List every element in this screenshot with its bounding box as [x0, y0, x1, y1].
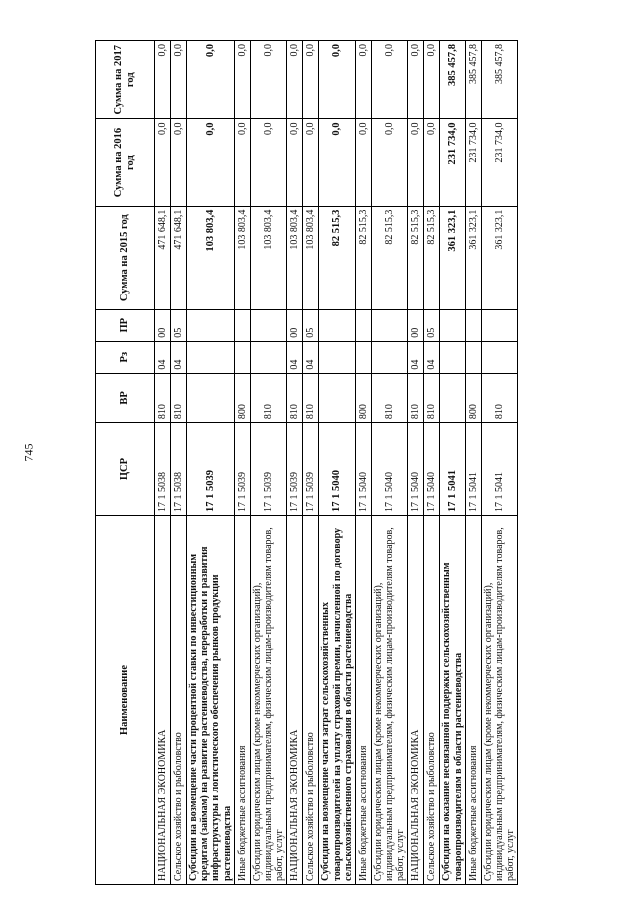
budget-table [95, 40, 518, 885]
cell-name: НАЦИОНАЛЬНАЯ ЭКОНОМИКА [408, 516, 424, 885]
cell-vr: 810 [303, 373, 319, 422]
header-rz: Рз [96, 341, 155, 373]
cell-pr: 00 [408, 309, 424, 341]
cell-csr: 17 1 5039 [234, 423, 250, 516]
cell-csr: 17 1 5038 [155, 423, 171, 516]
cell-csr: 17 1 5039 [303, 423, 319, 516]
table-body [155, 41, 518, 885]
cell-sum-2017: 0,0 [408, 41, 424, 119]
cell-rz: 04 [424, 341, 440, 373]
cell-name: Субсидии на возмещение части затрат сельскохозяйственных товаропроизводителей на уплату страховой премии, начисленной по договору сельскохозяйственного страхования в области растениеводства [319, 516, 356, 885]
cell-rz [440, 341, 465, 373]
cell-pr [371, 309, 408, 341]
cell-rz: 04 [408, 341, 424, 373]
cell-rz: 04 [171, 341, 187, 373]
cell-sum-2016: 0,0 [371, 119, 408, 206]
table-header-row [96, 41, 155, 885]
cell-rz [234, 341, 250, 373]
rotated-table-container [95, 40, 531, 885]
cell-sum-2017: 385 457,8 [440, 41, 465, 119]
cell-vr: 810 [408, 373, 424, 422]
cell-sum-2015: 361 323,1 [481, 206, 518, 309]
table-row [355, 41, 371, 885]
cell-sum-2015: 103 803,4 [250, 206, 287, 309]
cell-sum-2015: 361 323,1 [465, 206, 481, 309]
cell-sum-2015: 82 515,3 [424, 206, 440, 309]
cell-csr: 17 1 5040 [424, 423, 440, 516]
cell-rz [187, 341, 235, 373]
cell-name: Сельское хозяйство и рыболовство [303, 516, 319, 885]
header-sum-2015: Сумма на 2015 год [96, 206, 155, 309]
cell-sum-2015: 361 323,1 [440, 206, 465, 309]
cell-vr [440, 373, 465, 422]
cell-pr [250, 309, 287, 341]
cell-vr [319, 373, 356, 422]
cell-sum-2015: 471 648,1 [155, 206, 171, 309]
table-row [171, 41, 187, 885]
cell-sum-2016: 231 734,0 [440, 119, 465, 206]
cell-rz [319, 341, 356, 373]
cell-name: Иные бюджетные ассигнования [355, 516, 371, 885]
cell-csr: 17 1 5038 [171, 423, 187, 516]
cell-rz [355, 341, 371, 373]
cell-rz: 04 [287, 341, 303, 373]
cell-name: Субсидии юридическим лицам (кроме некоммерческих организаций), индивидуальным предпринимателям, физическим лицам-производителям товаров, работ, услуг [250, 516, 287, 885]
cell-csr: 17 1 5041 [440, 423, 465, 516]
cell-csr: 17 1 5040 [408, 423, 424, 516]
cell-sum-2016: 0,0 [408, 119, 424, 206]
table-row [155, 41, 171, 885]
cell-sum-2017: 0,0 [155, 41, 171, 119]
cell-sum-2016: 0,0 [171, 119, 187, 206]
cell-sum-2017: 0,0 [234, 41, 250, 119]
cell-sum-2016: 0,0 [355, 119, 371, 206]
cell-name: Субсидии на возмещение части процентной ставки по инвестиционным кредитам (займам) на развитие растениеводства, переработки и развития инфраструктуры и логистического обеспечения рынков продукции растениеводства [187, 516, 235, 885]
header-pr: ПР [96, 309, 155, 341]
cell-sum-2017: 0,0 [287, 41, 303, 119]
cell-sum-2017: 0,0 [171, 41, 187, 119]
cell-pr: 00 [155, 309, 171, 341]
cell-sum-2016: 0,0 [319, 119, 356, 206]
cell-sum-2017: 385 457,8 [465, 41, 481, 119]
cell-sum-2017: 0,0 [250, 41, 287, 119]
cell-pr [187, 309, 235, 341]
table-row [408, 41, 424, 885]
cell-csr: 17 1 5039 [287, 423, 303, 516]
cell-csr: 17 1 5039 [250, 423, 287, 516]
table-row [234, 41, 250, 885]
cell-sum-2015: 103 803,4 [234, 206, 250, 309]
cell-sum-2016: 0,0 [287, 119, 303, 206]
cell-rz [371, 341, 408, 373]
cell-pr [465, 309, 481, 341]
cell-sum-2015: 103 803,4 [287, 206, 303, 309]
cell-sum-2016: 0,0 [187, 119, 235, 206]
cell-pr: 05 [171, 309, 187, 341]
cell-vr: 800 [234, 373, 250, 422]
cell-sum-2016: 0,0 [155, 119, 171, 206]
cell-vr: 810 [155, 373, 171, 422]
cell-csr: 17 1 5040 [319, 423, 356, 516]
cell-pr: 05 [424, 309, 440, 341]
page-number-text: 745 [21, 443, 35, 462]
cell-sum-2015: 82 515,3 [371, 206, 408, 309]
cell-sum-2015: 82 515,3 [355, 206, 371, 309]
cell-vr: 810 [171, 373, 187, 422]
cell-pr [319, 309, 356, 341]
cell-rz [465, 341, 481, 373]
cell-name: Иные бюджетные ассигнования [465, 516, 481, 885]
cell-name: Субсидии юридическим лицам (кроме некоммерческих организаций), индивидуальным предпринимателям, физическим лицам-производителям товаров, работ, услуг [371, 516, 408, 885]
table-row [465, 41, 481, 885]
header-name: Наименование [96, 516, 155, 885]
table-row [303, 41, 319, 885]
cell-sum-2015: 471 648,1 [171, 206, 187, 309]
cell-pr: 05 [303, 309, 319, 341]
cell-sum-2015: 103 803,4 [303, 206, 319, 309]
cell-sum-2016: 0,0 [250, 119, 287, 206]
cell-sum-2017: 0,0 [187, 41, 235, 119]
cell-sum-2017: 0,0 [319, 41, 356, 119]
cell-rz [250, 341, 287, 373]
cell-sum-2017: 0,0 [371, 41, 408, 119]
cell-name: Иные бюджетные ассигнования [234, 516, 250, 885]
header-csr: ЦСР [96, 423, 155, 516]
cell-vr: 810 [250, 373, 287, 422]
table-viewport [95, 40, 531, 885]
cell-sum-2016: 0,0 [234, 119, 250, 206]
cell-rz [481, 341, 518, 373]
cell-pr [481, 309, 518, 341]
cell-rz: 04 [303, 341, 319, 373]
cell-sum-2017: 0,0 [424, 41, 440, 119]
cell-sum-2016: 231 734,0 [465, 119, 481, 206]
cell-csr: 17 1 5040 [371, 423, 408, 516]
table-row [319, 41, 356, 885]
page-number [0, 0, 57, 905]
cell-pr [355, 309, 371, 341]
cell-csr: 17 1 5041 [465, 423, 481, 516]
table-row [287, 41, 303, 885]
table-row [371, 41, 408, 885]
cell-vr: 810 [371, 373, 408, 422]
cell-sum-2017: 0,0 [303, 41, 319, 119]
table-row [250, 41, 287, 885]
cell-name: Субсидии юридическим лицам (кроме некоммерческих организаций), индивидуальным предпринимателям, физическим лицам-производителям товаров, работ, услуг [481, 516, 518, 885]
cell-vr: 800 [465, 373, 481, 422]
cell-sum-2017: 385 457,8 [481, 41, 518, 119]
cell-vr: 800 [355, 373, 371, 422]
table-row [440, 41, 465, 885]
cell-name: Сельское хозяйство и рыболовство [171, 516, 187, 885]
cell-sum-2015: 103 803,4 [187, 206, 235, 309]
cell-sum-2015: 82 515,3 [408, 206, 424, 309]
table-row [187, 41, 235, 885]
cell-rz: 04 [155, 341, 171, 373]
cell-name: НАЦИОНАЛЬНАЯ ЭКОНОМИКА [287, 516, 303, 885]
cell-pr [440, 309, 465, 341]
cell-sum-2016: 231 734,0 [481, 119, 518, 206]
cell-pr: 00 [287, 309, 303, 341]
table-row [481, 41, 518, 885]
cell-vr: 810 [481, 373, 518, 422]
cell-vr [187, 373, 235, 422]
cell-csr: 17 1 5039 [187, 423, 235, 516]
header-sum-2017: Сумма на 2017 год [96, 41, 155, 119]
cell-pr [234, 309, 250, 341]
cell-sum-2017: 0,0 [355, 41, 371, 119]
cell-sum-2015: 82 515,3 [319, 206, 356, 309]
cell-vr: 810 [287, 373, 303, 422]
cell-csr: 17 1 5040 [355, 423, 371, 516]
cell-csr: 17 1 5041 [481, 423, 518, 516]
cell-name: НАЦИОНАЛЬНАЯ ЭКОНОМИКА [155, 516, 171, 885]
header-vr: ВР [96, 373, 155, 422]
table-row [424, 41, 440, 885]
cell-name: Сельское хозяйство и рыболовство [424, 516, 440, 885]
cell-vr: 810 [424, 373, 440, 422]
cell-name: Субсидии на оказание несвязанной поддержки сельскохозяйственным товаропроизводителям в области растениеводства [440, 516, 465, 885]
cell-sum-2016: 0,0 [303, 119, 319, 206]
cell-sum-2016: 0,0 [424, 119, 440, 206]
header-sum-2016: Сумма на 2016 год [96, 119, 155, 206]
